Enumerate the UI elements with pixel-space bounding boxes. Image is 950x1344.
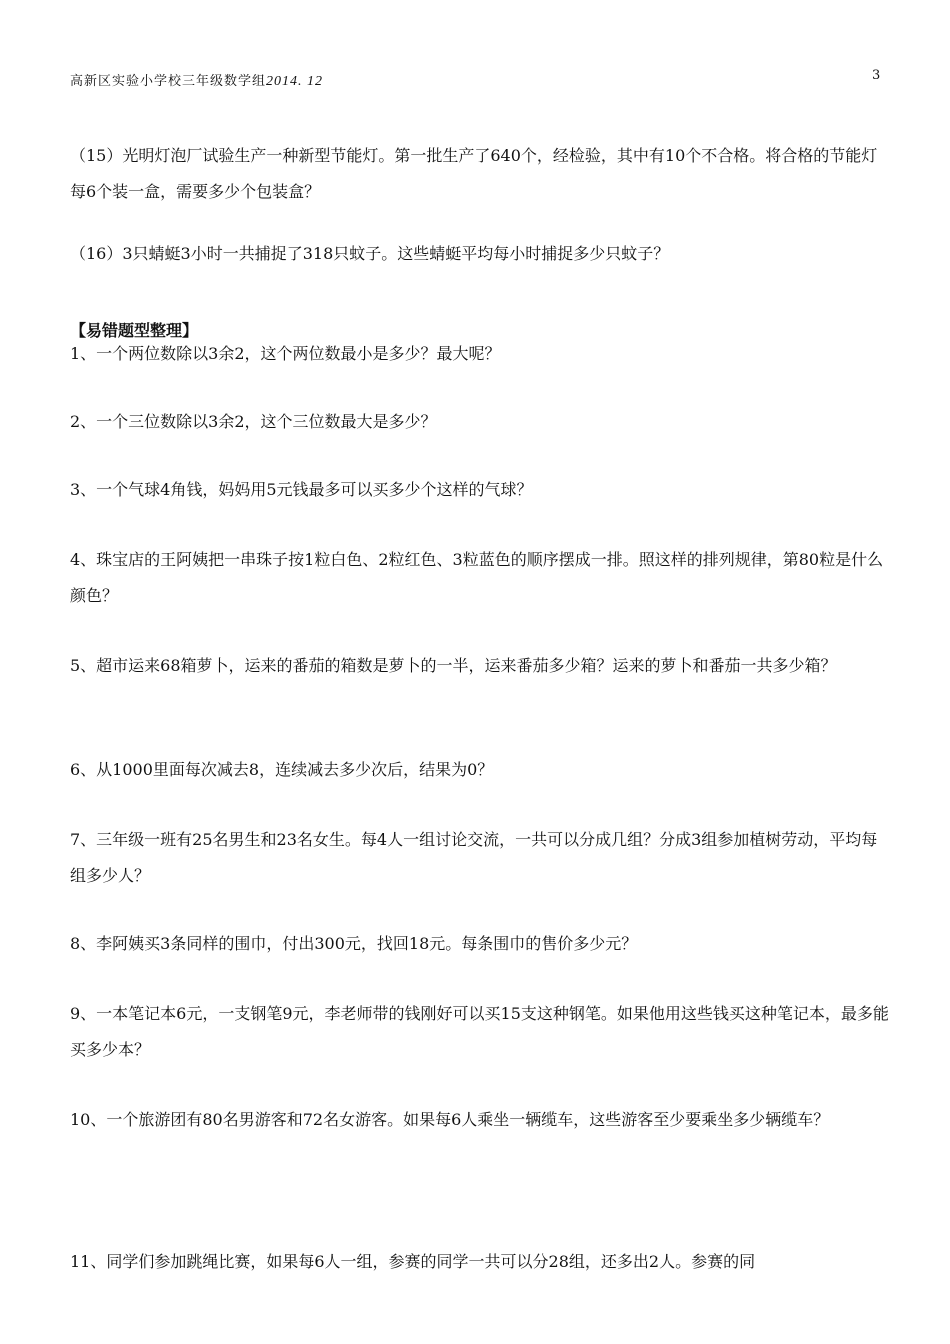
list-item: 5、超市运来68箱萝卜，运来的番茄的箱数是萝卜的一半，运来番茄多少箱？运来的萝卜和番茄一共多少箱？	[70, 656, 837, 675]
list-item: 8、李阿姨买3条同样的围巾，付出300元，找回18元。每条围巾的售价多少元？	[70, 934, 638, 953]
page-number: 3	[872, 68, 881, 83]
section-title: 【易错题型整理】	[70, 321, 199, 340]
problem-15: （15）光明灯泡厂试验生产一种新型节能灯。第一批生产了640个，经检验，其中有10个不合格。将合格的节能灯每6个装一盒，需要多少个包装盒？	[70, 146, 878, 201]
list-item: 3、一个气球4角钱，妈妈用5元钱最多可以买多少个这样的气球？	[70, 480, 533, 499]
list-item: 11、同学们参加跳绳比赛，如果每6人一组，参赛的同学一共可以分28组，还多出2人。参赛的同	[70, 1252, 756, 1271]
list-item: 6、从1000里面每次减去8，连续减去多少次后，结果为0？	[70, 760, 494, 779]
list-item: 4、珠宝店的王阿姨把一串珠子按1粒白色、2粒红色、3粒蓝色的顺序摆成一排。照这样的排列规律，第80粒是什么颜色？	[70, 550, 884, 605]
header-date: 2014. 12	[266, 74, 324, 89]
page-header	[70, 70, 323, 90]
problem-16: （16）3只蜻蜓3小时一共捕捉了318只蚊子。这些蜻蜓平均每小时捕捉多少只蚊子？	[70, 244, 670, 263]
list-item: 9、一本笔记本6元，一支钢笔9元，李老师带的钱刚好可以买15支这种钢笔。如果他用这些钱买这种笔记本，最多能买多少本？	[70, 1004, 889, 1059]
list-item: 1、一个两位数除以3余2，这个两位数最小是多少？最大呢？	[70, 344, 501, 363]
list-item: 10、一个旅游团有80名男游客和72名女游客。如果每6人乘坐一辆缆车，这些游客至少要乘坐多少辆缆车？	[70, 1110, 830, 1129]
header-school: 高新区实验小学校三年级数学组	[70, 74, 267, 89]
list-item: 2、一个三位数除以3余2，这个三位数最大是多少？	[70, 412, 437, 431]
list-item: 7、三年级一班有25名男生和23名女生。每4人一组讨论交流，一共可以分成几组？分成3组参加植树劳动，平均每组多少人？	[70, 830, 878, 885]
